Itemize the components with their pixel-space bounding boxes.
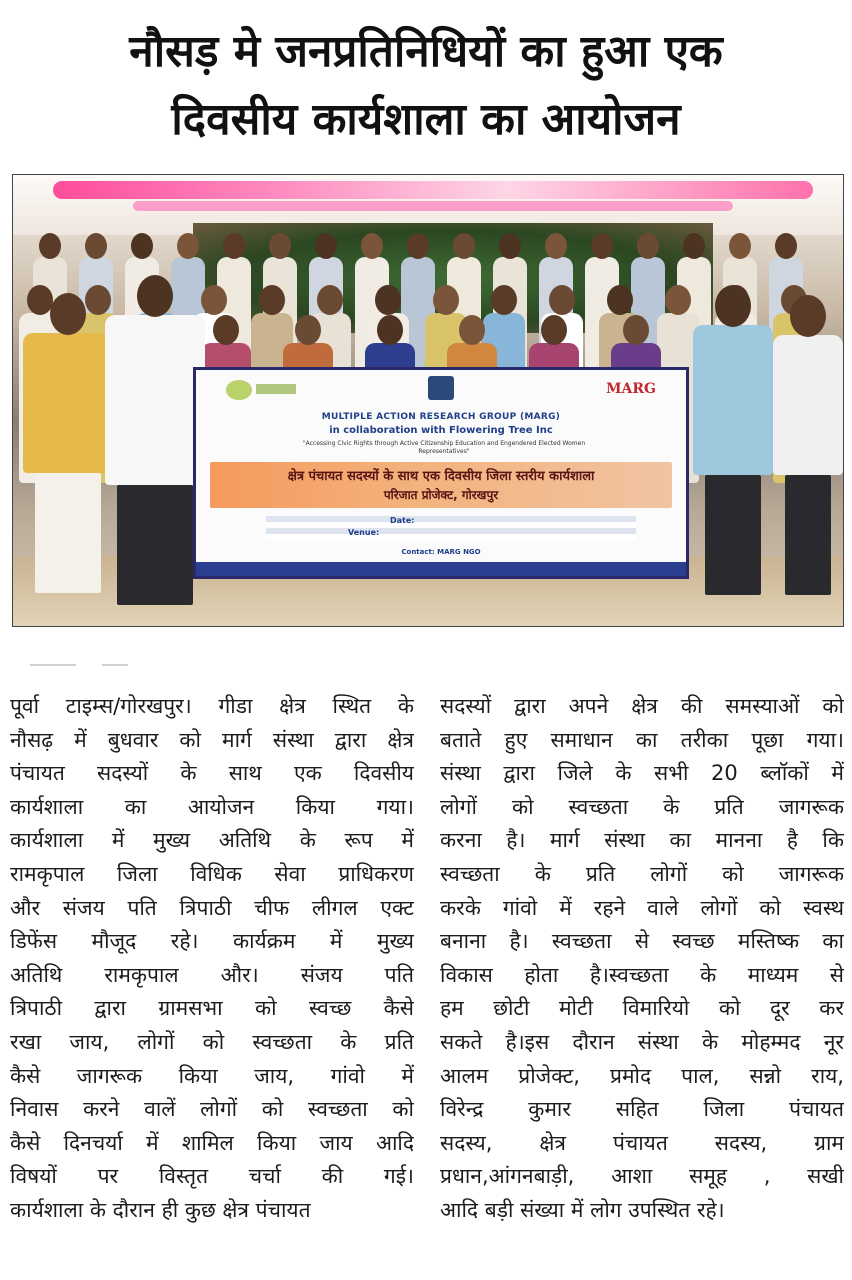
crowd-person-head <box>491 285 517 315</box>
article-line: और संजय पति त्रिपाठी चीफ लीगल एक्ट <box>10 895 414 920</box>
banner-collab: in collaboration with Flowering Tree Inc <box>329 425 553 436</box>
article-line: संस्था द्वारा जिले के सभी 20 ब्लॉकों में <box>440 761 844 786</box>
article-line: पूर्वा टाइम्स/गोरखपुर। गीडा क्षेत्र स्थित के <box>10 694 414 718</box>
photo-ceiling-light <box>53 181 813 199</box>
crowd-person-head <box>665 285 691 315</box>
crowd-person-body <box>105 315 205 485</box>
crowd-person-legs <box>705 475 761 595</box>
crowd-person-head <box>259 285 285 315</box>
banner-hindi-band <box>210 462 672 508</box>
crowd-person-head <box>433 285 459 315</box>
column-divider-mark <box>102 664 128 666</box>
article-line: कैसे जागरूक किया जाय, गांवो में <box>10 1063 414 1088</box>
article-line: सदस्यों द्वारा अपने क्षेत्र की समस्याओं को <box>440 694 844 718</box>
article-line: कार्यशाला के दौरान ही कुछ क्षेत्र पंचायत <box>10 1197 311 1222</box>
article-line: करके गांवो में रहने वाले लोगों को स्वस्थ <box>440 895 844 920</box>
crowd-person-head <box>201 285 227 315</box>
article-line: प्रधान,आंगनबाड़ी, आशा समूह , सखी <box>440 1164 844 1189</box>
crowd-person-body <box>773 335 843 475</box>
news-photo <box>12 174 844 627</box>
headline-line-2: दिवसीय कार्यशाला का आयोजन <box>171 94 681 145</box>
crowd-person-head <box>375 285 401 315</box>
article-line: नौसढ़ में बुधवार को मार्ग संस्था द्वारा क्षेत्र <box>10 727 414 752</box>
crowd-person-head <box>295 315 321 345</box>
center-logo <box>428 376 454 400</box>
banner-org-name: MULTIPLE ACTION RESEARCH GROUP (MARG) <box>321 412 561 422</box>
banner-contact: Contact: MARG NGO <box>401 548 481 556</box>
crowd-person-head <box>85 285 111 315</box>
article-line: डिफेंस मौजूद रहे। कार्यक्रम में मुख्य <box>10 929 414 954</box>
banner-date-label: Date: <box>390 516 415 525</box>
crowd-person-head <box>545 233 567 259</box>
flowering-tree-logo-text <box>256 384 296 394</box>
crowd-person-head <box>637 233 659 259</box>
article-line: हम छोटी मोटी विमारियो को दूर कर <box>440 996 844 1021</box>
article-line: कैसे दिनचर्या में शामिल किया जाय आदि <box>10 1130 414 1155</box>
crowd-person-head <box>459 315 485 345</box>
article-line: पंचायत सदस्यों के साथ एक दिवसीय <box>10 761 414 786</box>
crowd-person-head <box>137 275 173 317</box>
crowd-person-head <box>85 233 107 259</box>
crowd-person-body <box>23 333 113 473</box>
crowd-person-head <box>177 233 199 259</box>
crowd-person-head <box>27 285 53 315</box>
flowering-tree-logo <box>226 380 252 400</box>
article-line: रखा जाय, लोगों को स्वच्छता के प्रति <box>10 1029 414 1054</box>
crowd-person-head <box>361 233 383 259</box>
article-column-right <box>440 690 844 1228</box>
article-line: त्रिपाठी द्वारा ग्रामसभा को स्वच्छ कैसे <box>10 996 414 1021</box>
banner-form-lines <box>266 516 636 540</box>
crowd-person-head <box>315 233 337 259</box>
crowd-person-head <box>453 233 475 259</box>
crowd-person-head <box>50 293 86 335</box>
crowd-person-head <box>591 233 613 259</box>
crowd-person-legs <box>117 485 193 605</box>
article-line: आलम प्रोजेक्ट, प्रमोद पाल, सन्नो राय, <box>440 1063 844 1088</box>
banner-hindi-line-2: परिजात प्रोजेक्ट, गोरखपुर <box>383 488 499 502</box>
crowd-person-head <box>729 233 751 259</box>
article-line: आदि बड़ी संख्या में लोग उपस्थित रहे। <box>440 1197 725 1222</box>
crowd-person-head <box>607 285 633 315</box>
event-banner <box>193 367 689 579</box>
crowd-person-head <box>39 233 61 259</box>
crowd-person-head <box>790 295 826 337</box>
banner-logos <box>196 370 686 406</box>
banner-footer-bar <box>196 562 686 576</box>
article-line: निवास करने वालें लोगों को स्वच्छता को <box>10 1097 414 1122</box>
article-line: सदस्य, क्षेत्र पंचायत सदस्य, ग्राम <box>440 1130 844 1155</box>
article-line: बनाना है। स्वच्छता से स्वच्छ मस्तिष्क का <box>440 929 844 954</box>
crowd-person-head <box>213 315 239 345</box>
photo-ceiling-light-2 <box>133 201 733 211</box>
crowd-person-head <box>715 285 751 327</box>
crowd-person-head <box>317 285 343 315</box>
article-line: स्वच्छता के प्रति लोगों को जागरूक <box>440 861 844 886</box>
banner-hindi-line-1: क्षेत्र पंचायत सदस्यों के साथ एक दिवसीय जिला स्तरीय कार्यशाला <box>287 469 595 484</box>
article-line: विषयों पर विस्तृत चर्चा की गई। <box>10 1164 414 1189</box>
headline-line-1: नौसड़ मे जनप्रतिनिधियों का हुआ एक <box>129 26 723 77</box>
article-line: कार्यशाला में मुख्य अतिथि के रूप में <box>10 828 414 853</box>
banner-tagline: "Accessing Civic Rights through Active Citizenship Education and Engendered Elected Women Representatives" <box>302 440 586 455</box>
article-line: विरेन्द्र कुमार सहित जिला पंचायत <box>440 1097 844 1122</box>
article-line: अतिथि रामकृपाल और। संजय पति <box>10 962 414 987</box>
banner-venue-label: Venue: <box>348 528 380 537</box>
crowd-person-head <box>775 233 797 259</box>
crowd-person-head <box>223 233 245 259</box>
article-line: करना है। मार्ग संस्था का मानना है कि <box>440 828 844 853</box>
crowd-person-head <box>407 233 429 259</box>
crowd-person-head <box>131 233 153 259</box>
crowd-person-head <box>499 233 521 259</box>
crowd-person-head <box>269 233 291 259</box>
article-column-left <box>10 690 414 1228</box>
crowd-person-head <box>549 285 575 315</box>
crowd-person-legs <box>785 475 831 595</box>
crowd-person-head <box>623 315 649 345</box>
article-line: लोगों को स्वच्छता के प्रति जागरूक <box>440 794 844 819</box>
article-line: कार्यशाला का आयोजन किया गया। <box>10 794 414 819</box>
marg-logo: MARG <box>606 381 656 397</box>
column-divider-mark <box>30 664 76 666</box>
article-line: रामकृपाल जिला विधिक सेवा प्राधिकरण <box>10 861 414 886</box>
crowd-person-head <box>541 315 567 345</box>
article-line: बताते हुए समाधान का तरीका पूछा गया। <box>440 727 844 752</box>
article-line: सकते है।इस दौरान संस्था के मोहम्मद नूर <box>440 1029 844 1054</box>
crowd-person-head <box>683 233 705 259</box>
article-line: विकास होता है।स्वच्छता के माध्यम से <box>440 962 844 987</box>
crowd-person-head <box>377 315 403 345</box>
crowd-person-body <box>693 325 773 475</box>
crowd-person-legs <box>35 473 101 593</box>
headline <box>0 0 852 168</box>
